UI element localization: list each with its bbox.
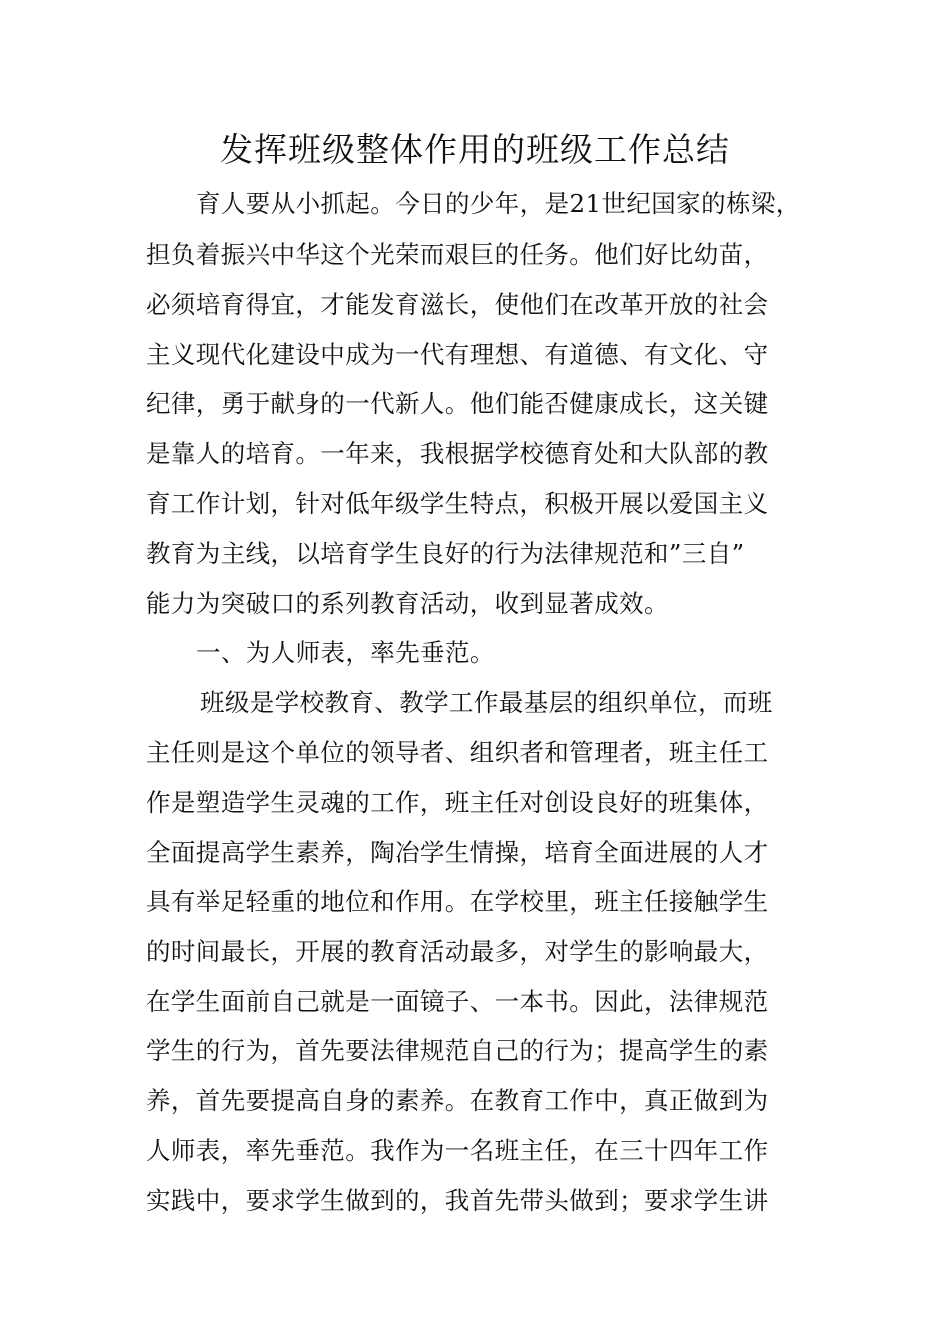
- section-heading: 一、为人师表，率先垂范。: [196, 638, 495, 667]
- paragraph-line: 具有举足轻重的地位和作用。在学校里，班主任接触学生: [146, 887, 769, 916]
- document-title: 发挥班级整体作用的班级工作总结: [220, 130, 730, 169]
- paragraph-line: 全面提高学生素养，陶冶学生情操，培育全面进展的人才: [146, 838, 769, 867]
- paragraph-line: 育人要从小抓起。今日的少年，是21世纪国家的栋梁，: [196, 189, 801, 218]
- paragraph-line: 学生的行为，首先要法律规范自己的行为；提高学生的素: [146, 1036, 769, 1065]
- paragraph-line: 能力为突破口的系列教育活动，收到显著成效。: [146, 589, 669, 618]
- paragraph-line: 班级是学校教育、教学工作最基层的组织单位，而班: [200, 688, 773, 717]
- paragraph-line: 的时间最长，开展的教育活动最多，对学生的影响最大，: [146, 937, 769, 966]
- paragraph-line: 教育为主线，以培育学生良好的行为法律规范和”三自”: [146, 539, 745, 568]
- paragraph-line: 养，首先要提高自身的素养。在教育工作中，真正做到为: [146, 1086, 769, 1115]
- paragraph-line: 育工作计划，针对低年级学生特点，积极开展以爱国主义: [146, 489, 769, 518]
- paragraph-line: 作是塑造学生灵魂的工作，班主任对创设良好的班集体，: [146, 788, 769, 817]
- paragraph-line: 主任则是这个单位的领导者、组织者和管理者，班主任工: [146, 738, 769, 767]
- paragraph-line: 担负着振兴中华这个光荣而艰巨的任务。他们好比幼苗，: [146, 240, 769, 269]
- paragraph-line: 在学生面前自己就是一面镜子、一本书。因此，法律规范: [146, 987, 769, 1016]
- paragraph-line: 人师表，率先垂范。我作为一名班主任，在三十四年工作: [146, 1136, 769, 1165]
- paragraph-line: 实践中，要求学生做到的，我首先带头做到；要求学生讲: [146, 1186, 769, 1215]
- paragraph-line: 必须培育得宜，才能发育滋长，使他们在改革开放的社会: [146, 290, 769, 319]
- paragraph-line: 纪律，勇于献身的一代新人。他们能否健康成长，这关键: [146, 389, 769, 418]
- paragraph-line: 主义现代化建设中成为一代有理想、有道德、有文化、守: [146, 340, 769, 369]
- paragraph-line: 是靠人的培育。一年来，我根据学校德育处和大队部的教: [146, 439, 769, 468]
